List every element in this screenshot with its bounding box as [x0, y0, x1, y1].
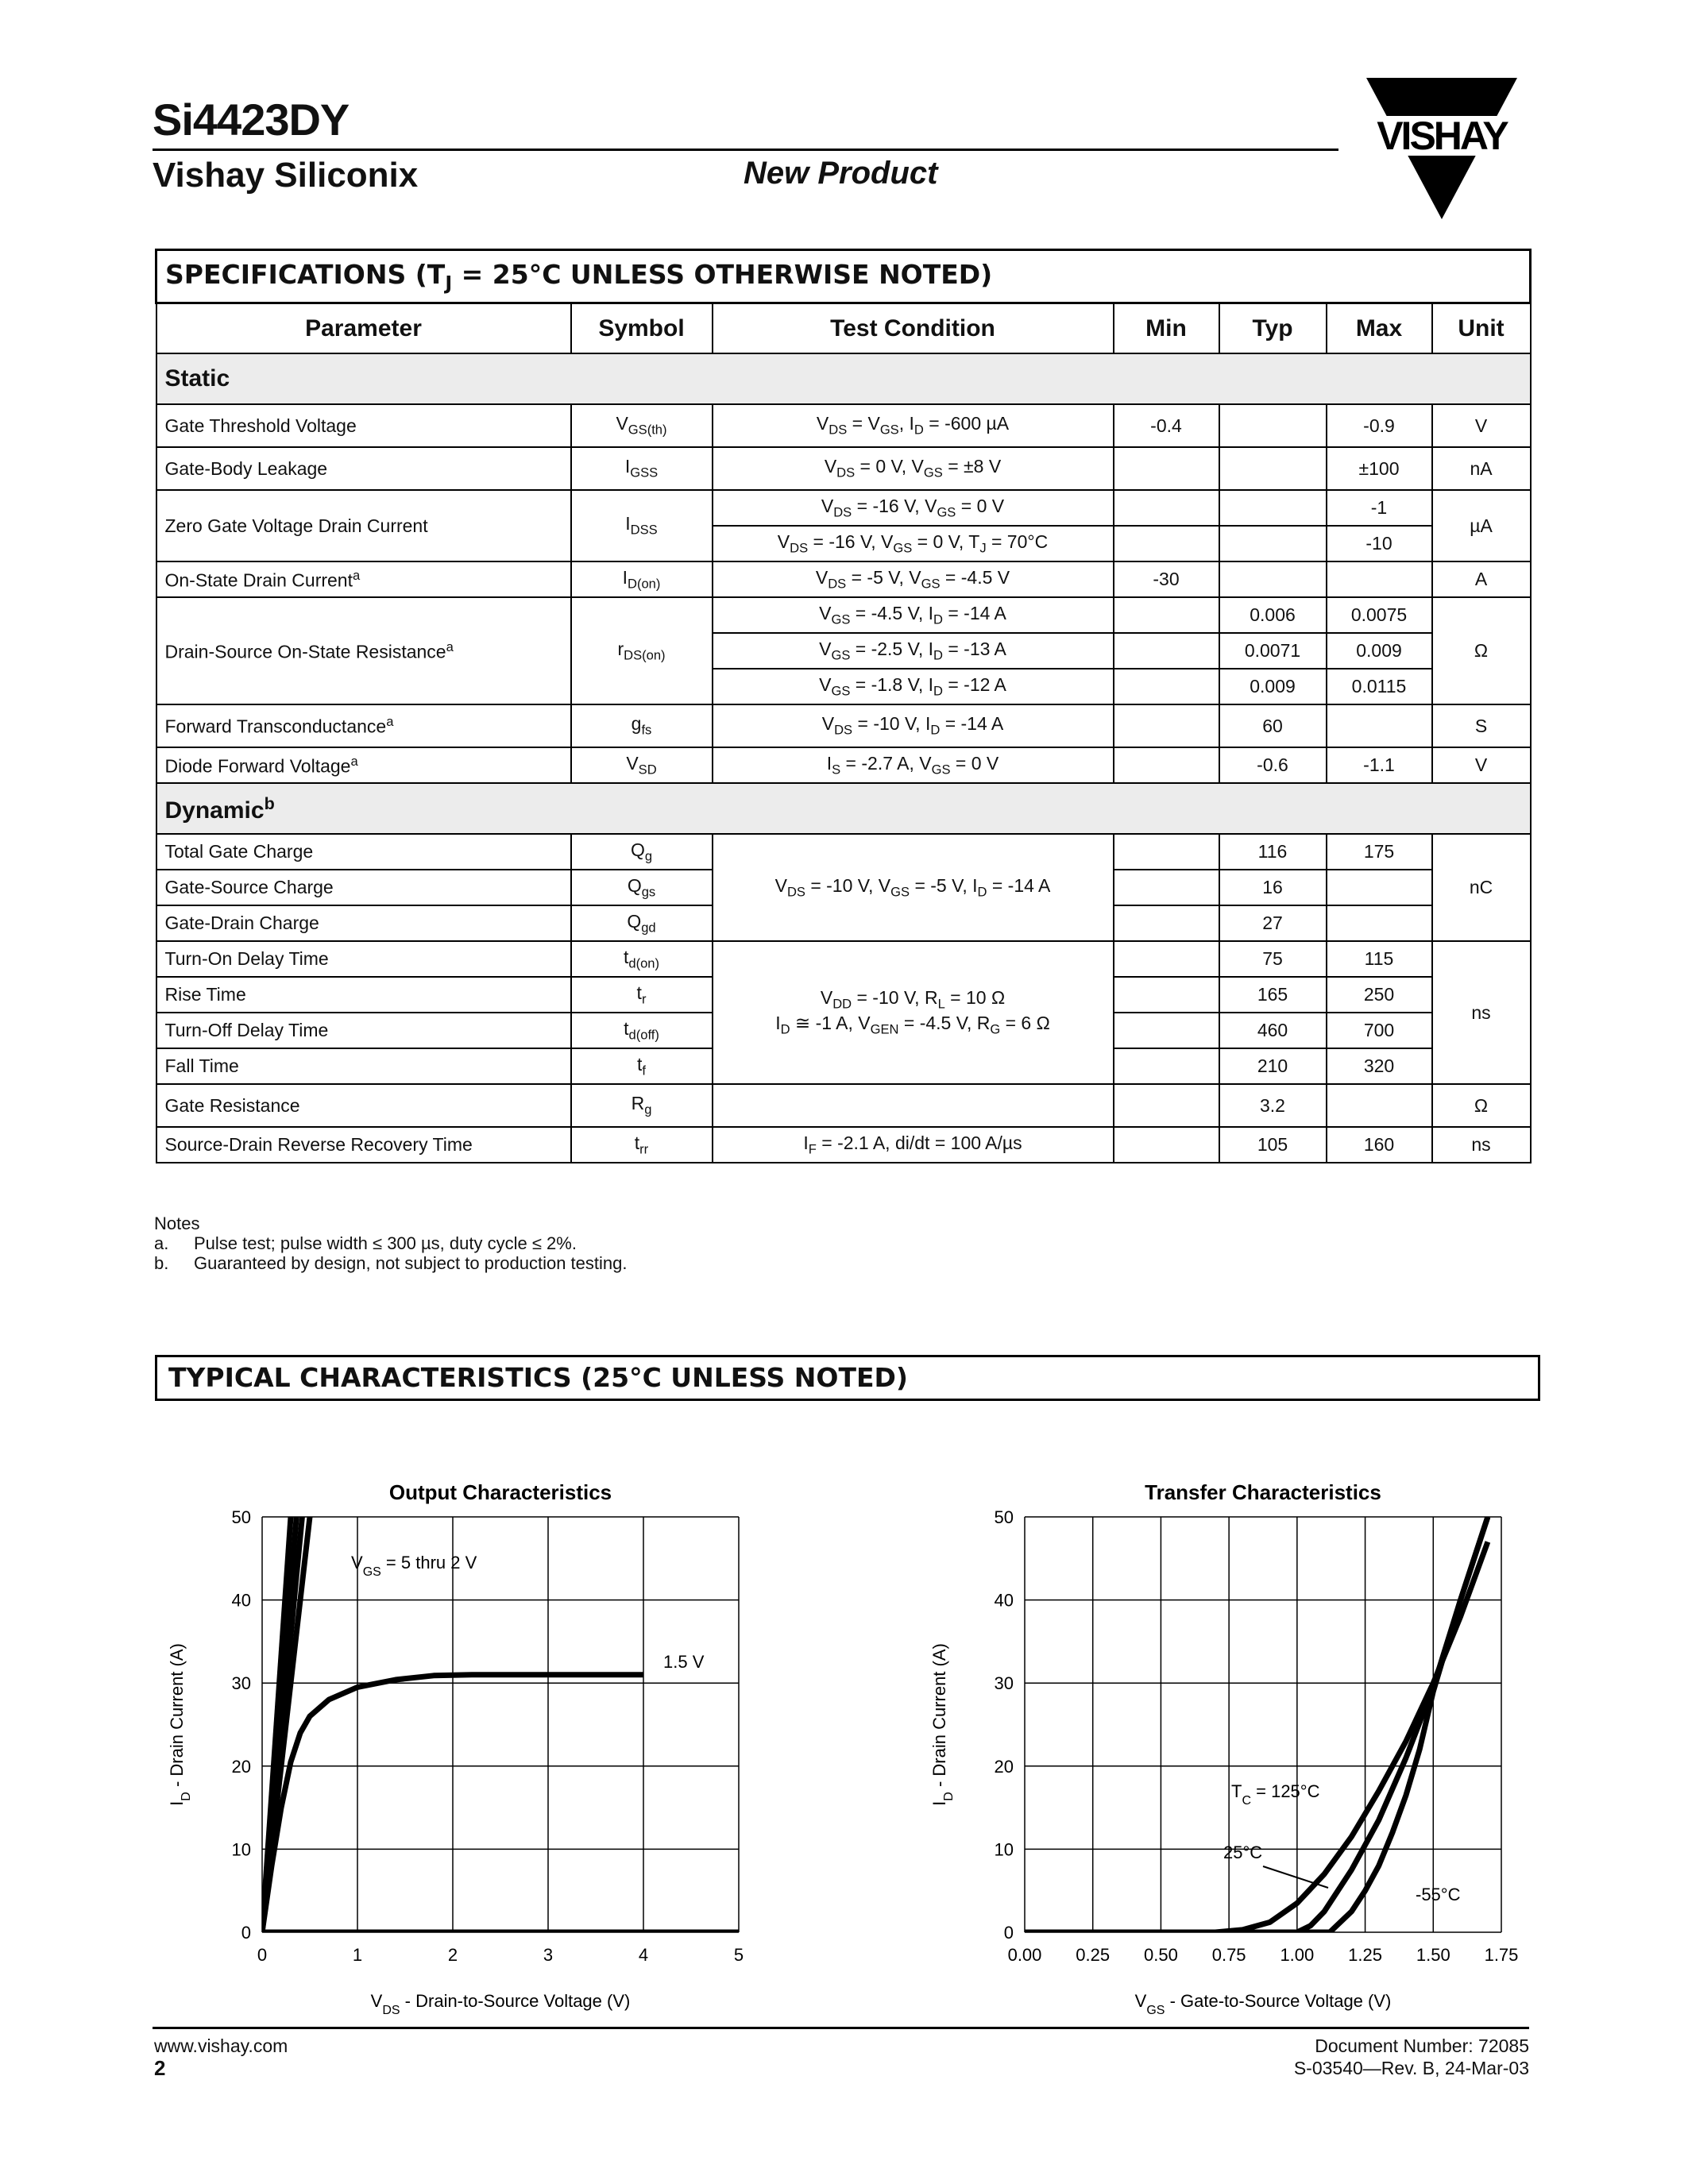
- website-link[interactable]: www.vishay.com: [154, 2035, 288, 2056]
- min-cell: [1114, 1084, 1219, 1127]
- x-tick-label: 4: [638, 1945, 649, 1965]
- series-line: [1025, 1517, 1488, 1932]
- param-cell: Zero Gate Voltage Drain Current: [156, 490, 571, 561]
- symbol-cell: $I_{GSS}$: [571, 447, 713, 490]
- max-cell: 0.0115: [1327, 669, 1432, 704]
- param-cell: Gate Resistance: [156, 1084, 571, 1127]
- unit-cell: V: [1432, 747, 1531, 783]
- col-symbol: Symbol: [571, 303, 713, 354]
- max-cell: -1.1: [1327, 747, 1432, 783]
- max-cell: [1327, 905, 1432, 941]
- symbol-cell: $V_{SD}$: [571, 747, 713, 783]
- typ-cell: [1219, 526, 1327, 561]
- x-tick-label: 0.50: [1144, 1945, 1178, 1965]
- footer-left: [154, 2035, 288, 2079]
- symbol-cell: $Q_{gs}$: [571, 870, 713, 905]
- x-tick-label: 5: [733, 1945, 744, 1965]
- param-cell: Gate Threshold Voltage: [156, 404, 571, 447]
- max-cell: [1327, 870, 1432, 905]
- typ-cell: 0.009: [1219, 669, 1327, 704]
- min-cell: [1114, 905, 1219, 941]
- y-tick-label: 40: [231, 1590, 251, 1611]
- symbol-cell: $V_{GS(th)}$: [571, 404, 713, 447]
- y-tick-label: 30: [994, 1673, 1014, 1694]
- unit-cell: nA: [1432, 447, 1531, 490]
- condition-cell: $V_{DS} = -10$ V, $V_{GS} = -5$ V, $I_D = -14$ A: [713, 834, 1114, 941]
- column-headers: [156, 303, 1531, 354]
- min-cell: [1114, 669, 1219, 704]
- chart-annotation: -55°C: [1416, 1885, 1461, 1904]
- symbol-cell: $t_{rr}$: [571, 1127, 713, 1163]
- param-cell: Source-Drain Reverse Recovery Time: [156, 1127, 571, 1163]
- section-static: Static: [156, 353, 1531, 404]
- part-number: Si4423DY: [153, 95, 350, 145]
- output-characteristics-chart: [151, 1461, 786, 2017]
- min-cell: [1114, 633, 1219, 669]
- min-cell: [1114, 1127, 1219, 1163]
- param-cell: Gate-Drain Charge: [156, 905, 571, 941]
- symbol-cell: $t_r$: [571, 977, 713, 1013]
- typ-cell: [1219, 447, 1327, 490]
- symbol-cell: $g_{fs}$: [571, 704, 713, 747]
- min-cell: [1114, 977, 1219, 1013]
- notes-heading: Notes: [154, 1214, 200, 1233]
- min-cell: [1114, 704, 1219, 747]
- typ-cell: 105: [1219, 1127, 1327, 1163]
- min-cell: -0.4: [1114, 404, 1219, 447]
- condition-cell: $V_{DS} = -10$ V, $I_D = -14$ A: [713, 704, 1114, 747]
- typ-cell: 60: [1219, 704, 1327, 747]
- param-cell: Gate-Source Charge: [156, 870, 571, 905]
- max-cell: [1327, 561, 1432, 597]
- min-cell: [1114, 526, 1219, 561]
- typ-cell: 27: [1219, 905, 1327, 941]
- header-rule: [153, 149, 1338, 151]
- y-tick-label: 10: [994, 1839, 1014, 1860]
- chart-annotation: 25°C: [1223, 1843, 1263, 1862]
- min-cell: -30: [1114, 561, 1219, 597]
- typ-cell: [1219, 490, 1327, 526]
- revision: S-03540—Rev. B, 24-Mar-03: [1293, 2058, 1529, 2078]
- note-item: b. Guaranteed by design, not subject to production testing.: [154, 1253, 628, 1273]
- unit-cell: A: [1432, 561, 1531, 597]
- chart-annotation: $T_C = 125^\circ C$: [1231, 1781, 1320, 1808]
- chart-title: Transfer Characteristics: [1145, 1480, 1381, 1504]
- x-tick-label: 0.25: [1076, 1945, 1111, 1965]
- x-tick-label: 0.75: [1211, 1945, 1246, 1965]
- condition-cell: $I_F = -2.1$ A, di/dt = 100 A/µs: [713, 1127, 1114, 1163]
- min-cell: [1114, 747, 1219, 783]
- table-row: [156, 941, 1531, 977]
- symbol-cell: $Q_g$: [571, 834, 713, 870]
- note-item: a. Pulse test; pulse width ≤ 300 µs, duty cycle ≤ 2%.: [154, 1233, 577, 1253]
- max-cell: 175: [1327, 834, 1432, 870]
- symbol-cell: $t_{d(off)}$: [571, 1013, 713, 1048]
- unit-cell: µA: [1432, 490, 1531, 561]
- symbol-cell: $t_f$: [571, 1048, 713, 1084]
- symbol-cell: $t_{d(on)}$: [571, 941, 713, 977]
- table-row: [156, 447, 1531, 490]
- x-tick-label: 0.00: [1007, 1945, 1042, 1965]
- max-cell: 160: [1327, 1127, 1432, 1163]
- col-parameter: Parameter: [156, 303, 571, 354]
- footer-rule: [153, 2027, 1529, 2029]
- transfer-characteristics-chart: [914, 1461, 1549, 2017]
- col-min: Min: [1114, 303, 1219, 354]
- y-tick-label: 50: [231, 1507, 251, 1527]
- x-tick-label: 2: [447, 1945, 458, 1965]
- max-cell: 0.009: [1327, 633, 1432, 669]
- notes: [154, 1214, 627, 1273]
- table-row: [156, 490, 1531, 526]
- symbol-cell: $R_g$: [571, 1084, 713, 1127]
- param-cell: Gate-Body Leakage: [156, 447, 571, 490]
- unit-cell: nC: [1432, 834, 1531, 941]
- y-tick-label: 50: [994, 1507, 1014, 1527]
- symbol-cell: $I_{D(on)}$: [571, 561, 713, 597]
- chart-annotation: 1.5 V: [663, 1652, 705, 1672]
- typ-cell: 165: [1219, 977, 1327, 1013]
- min-cell: [1114, 1013, 1219, 1048]
- col-max: Max: [1327, 303, 1432, 354]
- param-cell: Forward Transconductance$^a$: [156, 704, 571, 747]
- spec-title-row: [156, 250, 1531, 303]
- typ-cell: 0.006: [1219, 597, 1327, 633]
- param-cell: Total Gate Charge: [156, 834, 571, 870]
- new-product-label: New Product: [744, 156, 938, 191]
- unit-cell: Ω: [1432, 1084, 1531, 1127]
- condition-cell: $V_{GS} = -2.5$ V, $I_D = -13$ A: [713, 633, 1114, 669]
- max-cell: 0.0075: [1327, 597, 1432, 633]
- x-tick-label: 3: [543, 1945, 554, 1965]
- typ-cell: 210: [1219, 1048, 1327, 1084]
- max-cell: -10: [1327, 526, 1432, 561]
- min-cell: [1114, 941, 1219, 977]
- max-cell: 320: [1327, 1048, 1432, 1084]
- max-cell: [1327, 704, 1432, 747]
- col-test-condition: Test Condition: [713, 303, 1114, 354]
- y-tick-label: 40: [994, 1590, 1014, 1611]
- unit-cell: S: [1432, 704, 1531, 747]
- col-unit: Unit: [1432, 303, 1531, 354]
- logo-text: VISHAY: [1377, 114, 1507, 158]
- y-axis-label: $I_D$ - Drain Current (A): [167, 1643, 193, 1806]
- param-cell: Fall Time: [156, 1048, 571, 1084]
- company-name: Vishay Siliconix: [153, 156, 419, 195]
- y-tick-label: 0: [1003, 1923, 1014, 1943]
- param-cell: On-State Drain Current$^a$: [156, 561, 571, 597]
- min-cell: [1114, 870, 1219, 905]
- table-row: [156, 597, 1531, 633]
- typ-cell: 3.2: [1219, 1084, 1327, 1127]
- page-number: 2: [154, 2056, 166, 2080]
- table-row: [156, 704, 1531, 747]
- typical-characteristics-title: TYPICAL CHARACTERISTICS (25°C UNLESS NOTED): [155, 1355, 1540, 1401]
- min-cell: [1114, 597, 1219, 633]
- symbol-cell: $r_{DS(on)}$: [571, 597, 713, 704]
- section-dynamic: Dynamic$^b$: [156, 783, 1531, 834]
- x-tick-label: 1.00: [1280, 1945, 1315, 1965]
- max-cell: -0.9: [1327, 404, 1432, 447]
- typ-cell: 0.0071: [1219, 633, 1327, 669]
- table-row: [156, 747, 1531, 783]
- condition-cell: $V_{DD} = -10$ V, $R_L = 10$ Ω $I_D$ ≅ -1 A, $V_{GEN} = -4.5$ V, $R_G = 6$ Ω: [713, 941, 1114, 1084]
- typ-cell: [1219, 404, 1327, 447]
- x-tick-label: 1.75: [1484, 1945, 1519, 1965]
- unit-cell: Ω: [1432, 597, 1531, 704]
- param-cell: Diode Forward Voltage$^a$: [156, 747, 571, 783]
- table-row: [156, 834, 1531, 870]
- symbol-cell: $I_{DSS}$: [571, 490, 713, 561]
- table-row: [156, 404, 1531, 447]
- max-cell: 115: [1327, 941, 1432, 977]
- spec-title: SPECIFICATIONS ($T_J = 25^\circ C$ UNLESS OTHERWISE NOTED): [156, 250, 1531, 303]
- table-row: [156, 1127, 1531, 1163]
- x-axis-label: $V_{GS}$ - Gate-to-Source Voltage (V): [1134, 1991, 1392, 2017]
- x-tick-label: 1: [352, 1945, 363, 1965]
- max-cell: -1: [1327, 490, 1432, 526]
- condition-cell: $V_{DS} = V_{GS}$, $I_D = -600$ µA: [713, 404, 1114, 447]
- symbol-cell: $Q_{gd}$: [571, 905, 713, 941]
- param-cell: Turn-On Delay Time: [156, 941, 571, 977]
- y-tick-label: 30: [231, 1673, 251, 1694]
- param-cell: Turn-Off Delay Time: [156, 1013, 571, 1048]
- condition-cell: [713, 1084, 1114, 1127]
- footer-right: [1294, 2035, 1529, 2079]
- max-cell: ±100: [1327, 447, 1432, 490]
- y-tick-label: 0: [241, 1923, 251, 1943]
- y-axis-label: $I_D$ - Drain Current (A): [929, 1643, 956, 1806]
- x-tick-label: 1.25: [1348, 1945, 1382, 1965]
- typ-cell: 75: [1219, 941, 1327, 977]
- condition-cell: $V_{DS} = -5$ V, $V_{GS} = -4.5$ V: [713, 561, 1114, 597]
- max-cell: [1327, 1084, 1432, 1127]
- min-cell: [1114, 490, 1219, 526]
- max-cell: 700: [1327, 1013, 1432, 1048]
- condition-cell: $V_{DS} = -16$ V, $V_{GS} = 0$ V: [713, 490, 1114, 526]
- chart-title: Output Characteristics: [388, 1480, 612, 1504]
- param-cell: Rise Time: [156, 977, 571, 1013]
- typ-cell: 460: [1219, 1013, 1327, 1048]
- max-cell: 250: [1327, 977, 1432, 1013]
- min-cell: [1114, 447, 1219, 490]
- condition-cell: $I_S = -2.7$ A, $V_{GS} = 0$ V: [713, 747, 1114, 783]
- x-tick-label: 0: [257, 1945, 268, 1965]
- typ-cell: -0.6: [1219, 747, 1327, 783]
- col-typ: Typ: [1219, 303, 1327, 354]
- condition-cell: $V_{DS} = 0$ V, $V_{GS} = \pm 8$ V: [713, 447, 1114, 490]
- min-cell: [1114, 1048, 1219, 1084]
- table-row: [156, 561, 1531, 597]
- document-number: Document Number: 72085: [1315, 2035, 1529, 2056]
- unit-cell: ns: [1432, 941, 1531, 1084]
- min-cell: [1114, 834, 1219, 870]
- vishay-logo: [1350, 78, 1533, 221]
- condition-cell: $V_{DS} = -16$ V, $V_{GS} = 0$ V, $T_J = 70^\circ C$: [713, 526, 1114, 561]
- condition-cell: $V_{GS} = -1.8$ V, $I_D = -12$ A: [713, 669, 1114, 704]
- y-tick-label: 20: [231, 1756, 251, 1777]
- chart-annotation: $V_{GS} = 5$ thru 2 V: [351, 1553, 477, 1579]
- x-axis-label: $V_{DS}$ - Drain-to-Source Voltage (V): [370, 1991, 631, 2017]
- y-tick-label: 20: [994, 1756, 1014, 1777]
- param-cell: Drain-Source On-State Resistance$^a$: [156, 597, 571, 704]
- unit-cell: ns: [1432, 1127, 1531, 1163]
- specifications-table: [155, 249, 1532, 1163]
- unit-cell: V: [1432, 404, 1531, 447]
- y-tick-label: 10: [231, 1839, 251, 1860]
- typ-cell: 116: [1219, 834, 1327, 870]
- typ-cell: [1219, 561, 1327, 597]
- table-row: [156, 1084, 1531, 1127]
- typ-cell: 16: [1219, 870, 1327, 905]
- x-tick-label: 1.50: [1416, 1945, 1450, 1965]
- condition-cell: $V_{GS} = -4.5$ V, $I_D = -14$ A: [713, 597, 1114, 633]
